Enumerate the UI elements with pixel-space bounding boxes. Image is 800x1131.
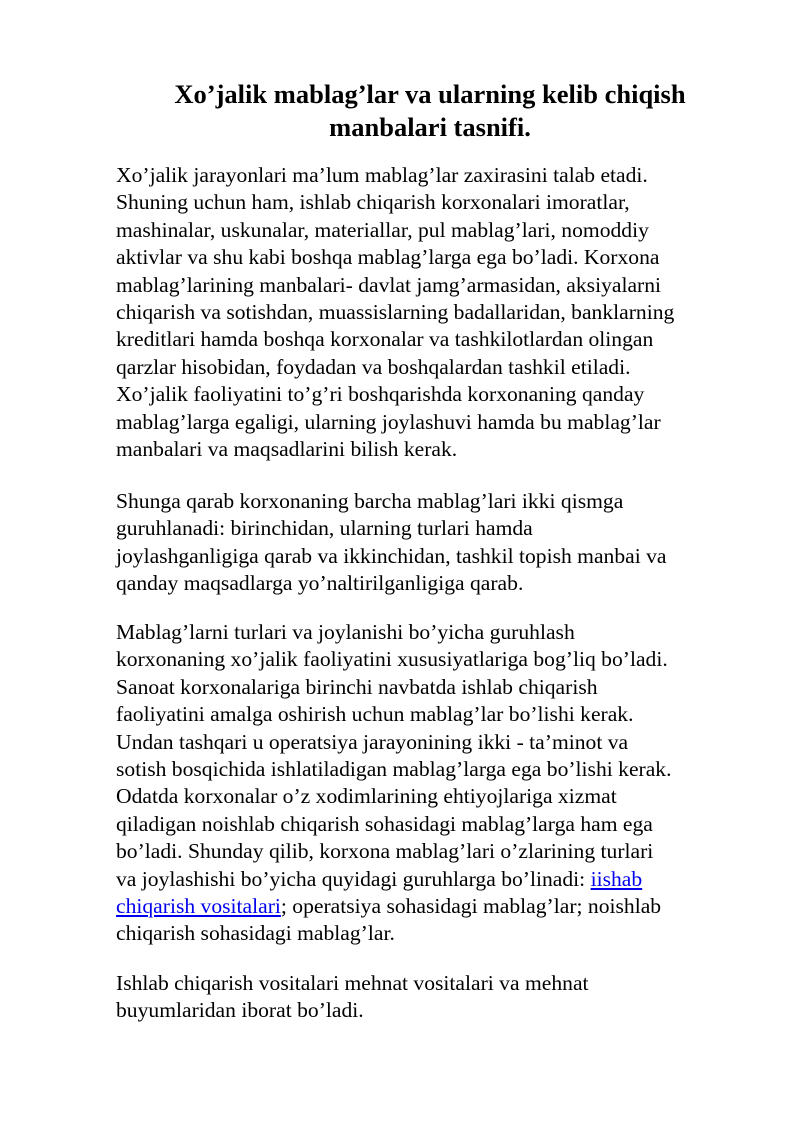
text-line: Odatda korxonalar o’z xodimlarining ehtiyojlariga xizmat	[116, 784, 617, 809]
paragraph-guruhlash	[116, 488, 756, 598]
title-line: manbalari tasnifi.	[329, 112, 531, 142]
text-line: Ishlab chiqarish vositalari mehnat vositalari va mehnat	[116, 971, 589, 995]
text-line: bo’ladi. Shunday qilib, korxona mablag’lari o’zlarining turlari	[116, 839, 654, 864]
ishlab-chiqarish-vositalari-link[interactable]: chiqarish vositalari	[116, 894, 281, 919]
text-line: Sanoat korxonalariga birinchi navbatda ishlab chiqarish	[116, 674, 598, 699]
text-line	[116, 866, 756, 893]
text-line: faoliyatini amalga oshirish uchun mablag’lar bo’lishi kerak.	[116, 702, 634, 727]
text-line: qarzlar hisobidan, foydadan va boshqalardan tashkil etiladi.	[116, 354, 631, 379]
title-line: Xo’jalik mablag’lar va ularning kelib chiqish	[174, 79, 686, 109]
text-line: Xo’jalik jarayonlari ma’lum mablag’lar zaxirasini talab etadi.	[116, 163, 648, 187]
text-line: qanday maqsadlarga yo’naltirilganligiga qarab.	[116, 571, 524, 596]
text-line	[116, 893, 756, 920]
text-line: chiqarish va sotishdan, muassislarning badallaridan, banklarning	[116, 300, 675, 325]
text-line: mashinalar, uskunalar, materiallar, pul mablag’lari, nomoddiy	[116, 217, 649, 242]
text-line: Shunga qarab korxonaning barcha mablag’lari ikki qismga	[116, 489, 624, 513]
text-line: chiqarish sohasidagi mablag’lar.	[116, 921, 395, 946]
text-line: Mablag’larni turlari va joylanishi bo’yicha guruhlash	[116, 620, 575, 644]
text-line: qiladigan noishlab chiqarish sohasidagi mablag’larga ham ega	[116, 811, 653, 836]
text-line: Xo’jalik faoliyatini to’g’ri boshqarishda korxonaning qanday	[116, 382, 645, 407]
text-line: Undan tashqari u operatsiya jarayonining ikki - ta’minot va	[116, 729, 629, 754]
text-line: korxonaning xo’jalik faoliyatini xususiyatlariga bog’liq bo’ladi.	[116, 647, 668, 672]
document-title	[116, 78, 744, 144]
text-segment: ; operatsiya sohasidagi mablag’lar; noishlab	[280, 894, 662, 919]
text-line: mablag’larga egaligi, ularning joylashuvi hamda bu mablag’lar	[116, 409, 661, 434]
text-line: mablag’larining manbalari- davlat jamg’armasidan, aksiyalarni	[116, 272, 662, 297]
text-line: manbalari va maqsadlarini bilish kerak.	[116, 437, 458, 462]
paragraph-vositalar	[116, 970, 756, 1025]
text-line: Shuning uchun ham, ishlab chiqarish korxonalari imoratlar,	[116, 190, 630, 215]
text-segment: va joylashishi bo’yicha quyidagi guruhlarga bo’linadi:	[116, 866, 591, 891]
text-line: buyumlaridan iborat bo’ladi.	[116, 998, 364, 1023]
text-line: kreditlari hamda boshqa korxonalar va tashkilotlardan olingan	[116, 327, 654, 352]
text-line: aktivlar va shu kabi boshqa mablag’larga ega bo’ladi. Korxona	[116, 245, 660, 270]
text-line: joylashganligiga qarab va ikkinchidan, tashkil topish manbai va	[116, 543, 667, 568]
text-line: guruhlanadi: birinchidan, ularning turlari hamda	[116, 516, 533, 541]
paragraph-mablag-zaxirasi	[116, 162, 756, 463]
text-line: sotish bosqichida ishlatiladigan mablag’larga ega bo’lishi kerak.	[116, 757, 672, 782]
paragraph-turlari-joylanishi	[116, 619, 756, 948]
ishlab-chiqarish-vositalari-link[interactable]: iishab	[590, 866, 643, 891]
